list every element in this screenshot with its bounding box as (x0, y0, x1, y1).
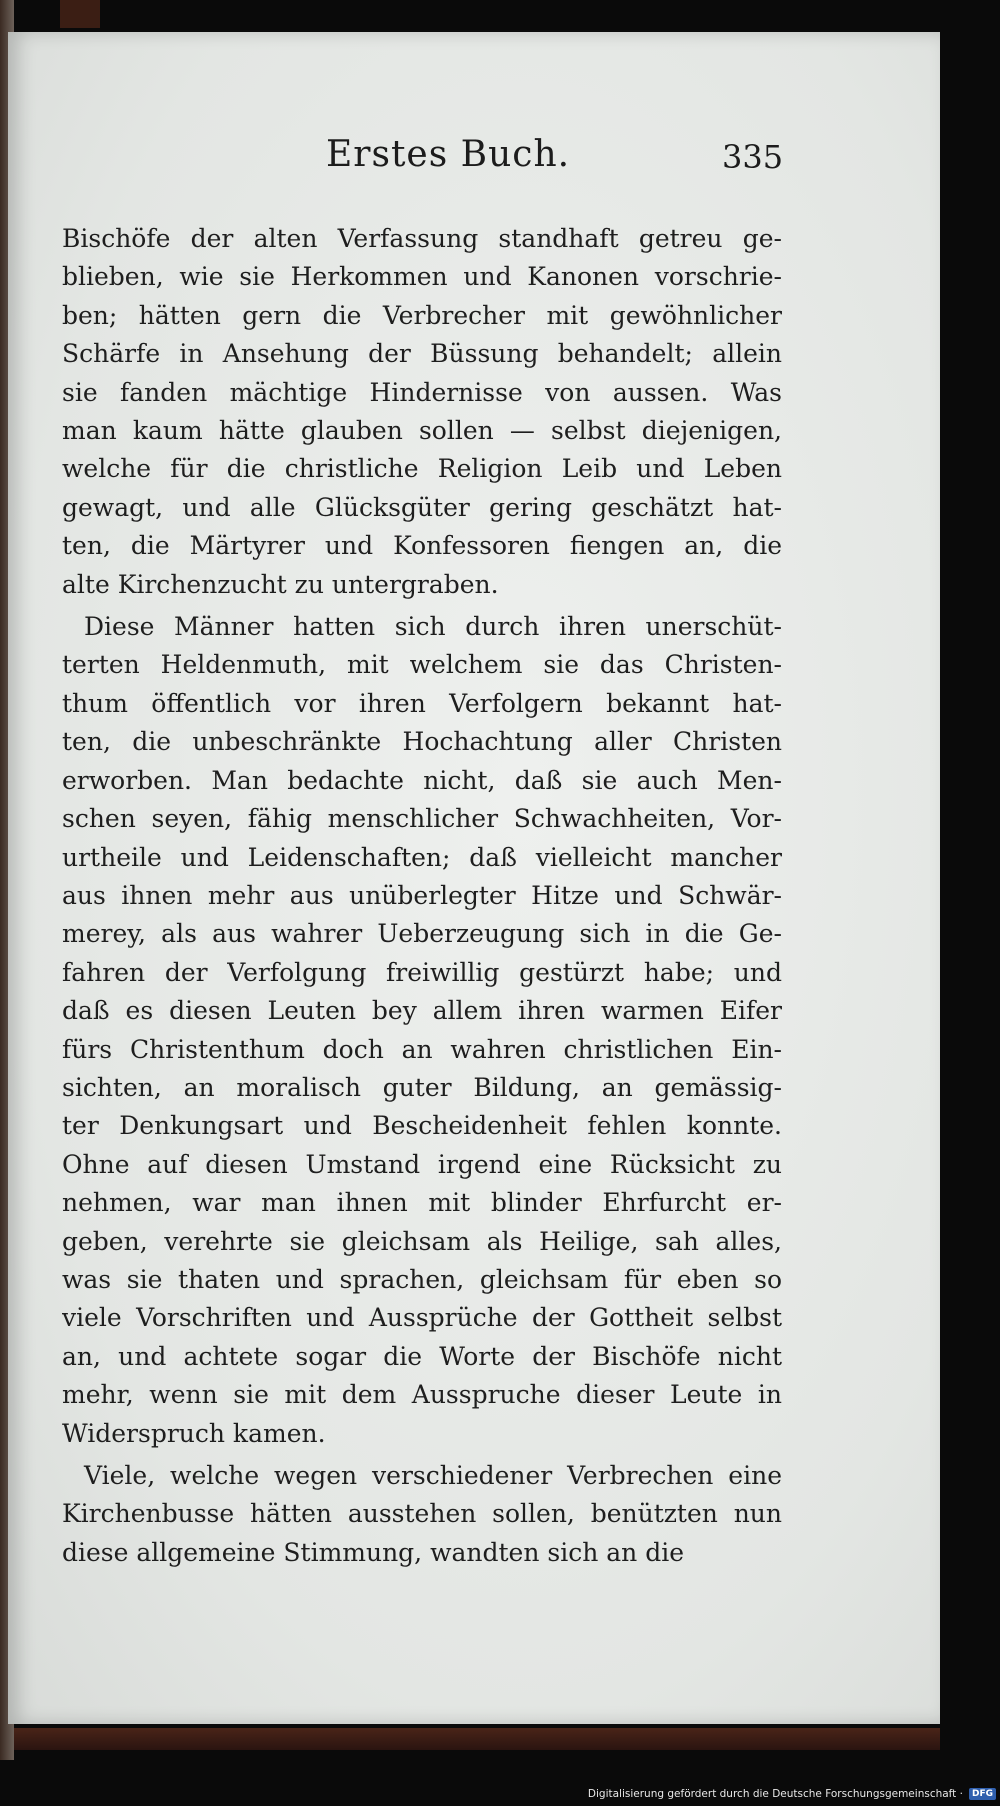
text-line: terten Heldenmuth, mit welchem sie das Christen- (62, 650, 782, 680)
text-line: Schärfe in Ansehung der Büssung behandelt; allein (62, 339, 782, 369)
body-text (62, 220, 782, 1572)
dfg-logo-icon: DFG (969, 1788, 996, 1800)
text-line: man kaum hätte glauben sollen — selbst diejenigen, (62, 416, 782, 446)
text-line: ter Denkungsart und Bescheidenheit fehlen konnte. (62, 1111, 782, 1141)
text-line: gewagt, und alle Glücksgüter gering geschätzt hat- (62, 492, 782, 522)
paragraph (62, 220, 782, 604)
text-line: urtheile und Leidenschaften; daß vielleicht mancher (62, 842, 782, 872)
book-page (8, 32, 940, 1724)
text-line: Widerspruch kamen. (62, 1418, 326, 1448)
text-line: sichten, an moralisch guter Bildung, an gemässig- (62, 1072, 782, 1102)
text-line: Ohne auf diesen Umstand irgend eine Rücksicht zu (62, 1149, 782, 1179)
text-line: blieben, wie sie Herkommen und Kanonen vorschrie- (62, 262, 782, 292)
page-number: 335 (722, 138, 784, 176)
page-bottom-edge (14, 1728, 940, 1750)
text-line: diese allgemeine Stimmung, wandten sich an die (62, 1537, 684, 1567)
text-line: daß es diesen Leuten bey allem ihren warmen Eifer (62, 996, 782, 1026)
text-line: thum öffentlich vor ihren Verfolgern bekannt hat- (62, 688, 782, 718)
funding-credit: Digitalisierung gefördert durch die Deutsche Forschungsgemeinschaft · (587, 1788, 963, 1800)
text-line: merey, als aus wahrer Ueberzeugung sich in die Ge- (62, 919, 782, 949)
text-line: fahren der Verfolgung freiwillig gestürzt habe; und (62, 957, 782, 987)
text-line: erworben. Man bedachte nicht, daß sie auch Men- (62, 765, 782, 795)
text-line: Bischöfe der alten Verfassung standhaft getreu ge- (62, 224, 782, 253)
text-line: aus ihnen mehr aus unüberlegter Hitze und Schwär- (62, 880, 782, 910)
digitization-footer (588, 1782, 1000, 1806)
text-line: alte Kirchenzucht zu untergraben. (62, 569, 499, 599)
text-line: Diese Männer hatten sich durch ihren unerschüt- (84, 612, 782, 642)
text-line: Kirchenbusse hätten ausstehen sollen, benützten nun (62, 1499, 782, 1529)
text-line: an, und achtete sogar die Worte der Bischöfe nicht (62, 1341, 782, 1371)
text-line: welche für die christliche Religion Leib und Leben (62, 454, 782, 484)
text-line: sie fanden mächtige Hindernisse von aussen. Was (62, 377, 782, 407)
text-line: ben; hätten gern die Verbrecher mit gewöhnlicher (62, 300, 782, 330)
running-title: Erstes Buch. (326, 134, 571, 175)
text-line: was sie thaten und sprachen, gleichsam für eben so (62, 1264, 782, 1294)
paragraph (62, 608, 782, 1453)
paragraph (62, 1457, 782, 1572)
text-line: geben, verehrte sie gleichsam als Heilige, sah alles, (62, 1226, 782, 1256)
text-line: fürs Christenthum doch an wahren christlichen Ein- (62, 1034, 782, 1064)
text-line: nehmen, war man ihnen mit blinder Ehrfurcht er- (62, 1188, 782, 1218)
text-line: schen seyen, fähig menschlicher Schwachheiten, Vor- (62, 804, 782, 834)
page-top-edge (60, 0, 100, 28)
text-line: mehr, wenn sie mit dem Ausspruche dieser Leute in (62, 1380, 782, 1410)
text-line: ten, die Märtyrer und Konfessoren fiengen an, die (62, 531, 782, 561)
text-line: viele Vorschriften und Aussprüche der Gottheit selbst (62, 1303, 782, 1333)
text-line: ten, die unbeschränkte Hochachtung aller Christen (62, 727, 782, 757)
page-header (8, 134, 940, 194)
text-line: Viele, welche wegen verschiedener Verbrechen eine (84, 1461, 782, 1490)
